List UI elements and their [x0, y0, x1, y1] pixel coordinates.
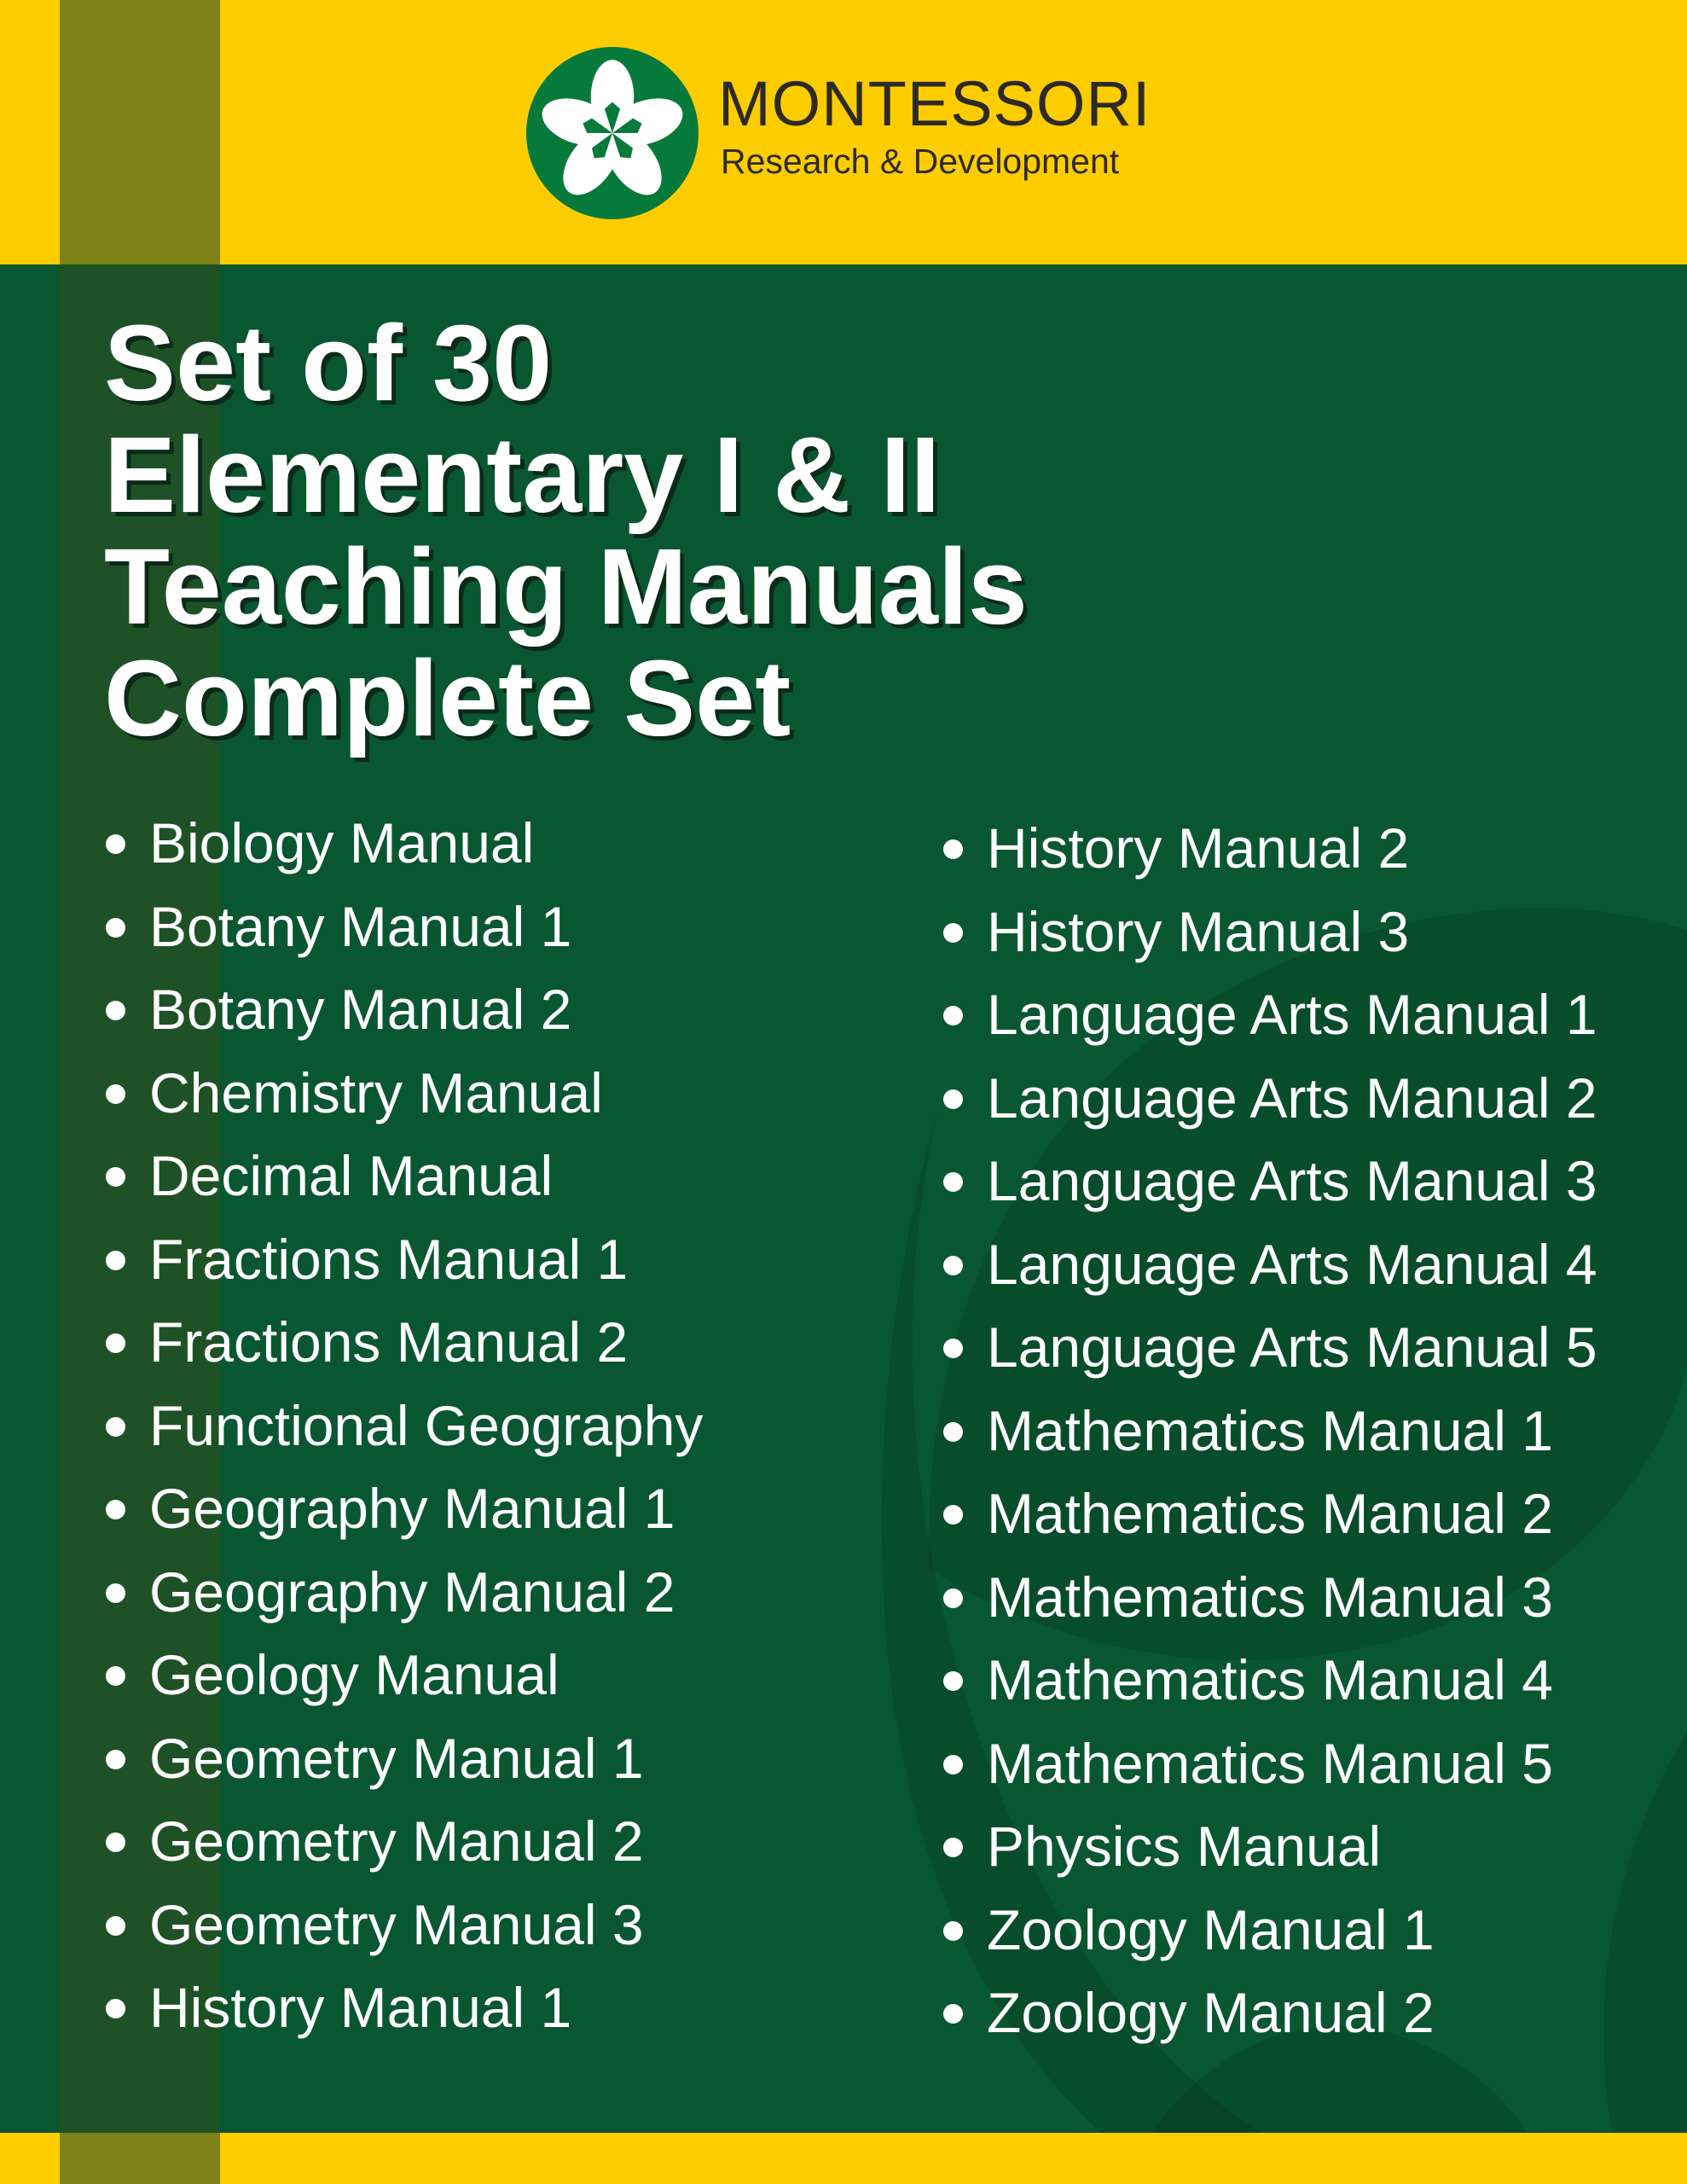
list-item: Geometry Manual 1 [102, 1717, 703, 1801]
list-item: Geometry Manual 2 [102, 1800, 703, 1884]
list-item: History Manual 3 [940, 891, 1597, 974]
list-item: Language Arts Manual 5 [940, 1306, 1597, 1390]
title-line: Complete Set [104, 638, 791, 758]
list-item: Decimal Manual [102, 1135, 703, 1218]
list-item: Functional Geography [102, 1385, 703, 1468]
cover-title [104, 303, 1028, 758]
bottom-yellow-band [0, 2133, 1687, 2184]
list-item: Chemistry Manual [102, 1052, 703, 1136]
list-item: Language Arts Manual 1 [940, 973, 1597, 1057]
list-item: Physics Manual [940, 1805, 1597, 1889]
list-item: Biology Manual [102, 802, 703, 886]
list-item: Mathematics Manual 1 [940, 1390, 1597, 1473]
list-item: Mathematics Manual 3 [940, 1556, 1597, 1640]
list-item: Fractions Manual 1 [102, 1218, 703, 1302]
list-item: Fractions Manual 2 [102, 1301, 703, 1385]
brand-name: MONTESSORI [718, 68, 1151, 139]
montessori-flower-logo-icon [526, 47, 699, 219]
list-item: Geology Manual [102, 1634, 703, 1717]
manual-list-right [940, 807, 1597, 2055]
list-item: Geography Manual 2 [102, 1551, 703, 1635]
manual-list-left [102, 802, 703, 2050]
montessori-logo [526, 47, 1157, 222]
list-item: Language Arts Manual 2 [940, 1057, 1597, 1141]
list-item: Zoology Manual 1 [940, 1889, 1597, 1972]
list-item: Geography Manual 1 [102, 1467, 703, 1551]
list-item: Zoology Manual 2 [940, 1972, 1597, 2055]
brand-tagline: Research & Development [721, 142, 1120, 181]
list-item: History Manual 1 [102, 1966, 703, 2050]
title-line: Elementary I & II [104, 415, 941, 535]
list-item: Mathematics Manual 2 [940, 1472, 1597, 1556]
title-line: Set of 30 [104, 303, 553, 423]
list-item: Mathematics Manual 5 [940, 1722, 1597, 1806]
title-line: Teaching Manuals [104, 526, 1028, 647]
list-item: Geometry Manual 3 [102, 1884, 703, 1967]
list-item: Language Arts Manual 3 [940, 1140, 1597, 1223]
list-item: History Manual 2 [940, 807, 1597, 891]
list-item: Botany Manual 2 [102, 968, 703, 1052]
list-item: Botany Manual 1 [102, 886, 703, 969]
list-item: Mathematics Manual 4 [940, 1639, 1597, 1722]
list-item: Language Arts Manual 4 [940, 1223, 1597, 1307]
